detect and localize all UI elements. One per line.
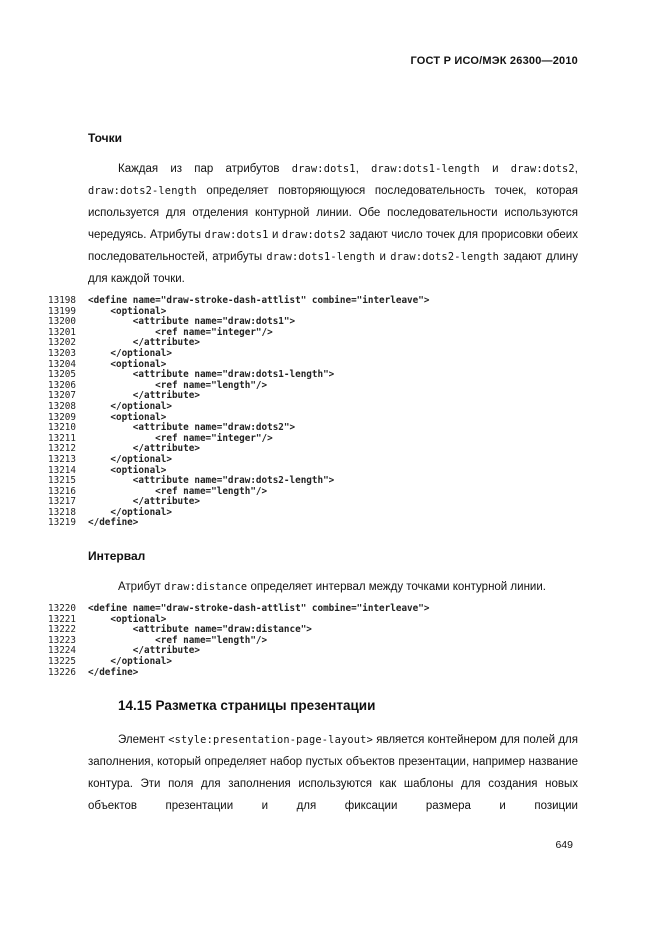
code-line-text: </attribute> <box>88 337 200 349</box>
inline-text: определяет повторяющуюся последовательность точек, которая используется для отделения контурной линии. Обе последовательности используются чередуясь. Атрибуты <box>88 185 578 241</box>
paragraph-dots <box>88 158 578 290</box>
code-line-number: 13221 <box>48 613 76 625</box>
code-line-text: </attribute> <box>88 496 200 508</box>
inline-text: и <box>479 163 511 175</box>
inline-text: Каждая из пар атрибутов <box>118 163 292 175</box>
code-line-text: <ref name="integer"/> <box>88 326 273 338</box>
code-line-number: 13209 <box>48 411 76 423</box>
code-line <box>44 455 578 466</box>
code-line-text: <ref name="length"/> <box>88 379 268 391</box>
inline-code: draw:distance <box>164 581 248 594</box>
code-line-text: </attribute> <box>88 390 200 402</box>
code-listing-interval <box>44 604 578 678</box>
inline-code: draw:dots1-length <box>266 251 376 263</box>
code-line-text: <ref name="length"/> <box>88 634 268 646</box>
code-line-number: 13201 <box>48 326 76 338</box>
code-line-number: 13198 <box>48 295 76 306</box>
code-line-text: </attribute> <box>88 645 200 657</box>
inline-text: , <box>574 163 578 175</box>
paragraph-interval <box>88 576 578 598</box>
inline-text: задают число точек для прорисовки обеих последовательностей, атрибуты <box>88 229 578 263</box>
code-line-text: <attribute name="draw:dots2-length"> <box>88 475 335 487</box>
code-line-number: 13215 <box>48 475 76 487</box>
code-line-number: 13224 <box>48 645 76 657</box>
code-line-text: <optional> <box>88 358 167 370</box>
code-line-number: 13222 <box>48 624 76 636</box>
code-line-text: <optional> <box>88 464 167 476</box>
inline-text: Атрибут <box>118 581 165 594</box>
code-line-text: <attribute name="draw:dots1-length"> <box>88 369 335 381</box>
code-line-number: 13208 <box>48 400 76 412</box>
code-line-number: 13200 <box>48 316 76 328</box>
inline-code: draw:dots2 <box>510 163 575 175</box>
code-line-number: 13205 <box>48 369 76 381</box>
code-line <box>44 402 578 413</box>
code-line <box>44 668 578 679</box>
code-line-number: 13211 <box>48 432 76 444</box>
inline-text: и <box>375 251 391 263</box>
page-number: 649 <box>555 839 573 851</box>
paragraph-presentation <box>88 729 578 817</box>
code-line-text: <define name="draw-stroke-dash-attlist" combine="interleave"> <box>88 603 430 615</box>
code-line-text: </optional> <box>88 347 172 359</box>
code-line-number: 13218 <box>48 506 76 518</box>
code-line-text: <attribute name="draw:distance"> <box>88 624 312 636</box>
section-heading-dots: Точки <box>88 131 122 145</box>
inline-text: Элемент <box>118 734 169 747</box>
inline-text: и <box>268 229 282 241</box>
inline-text: задают длину для каждой точки. <box>88 251 578 285</box>
code-line-text: <attribute name="draw:dots1"> <box>88 316 296 328</box>
inline-code: draw:dots1-length <box>371 163 480 175</box>
inline-code: <style:presentation-page-layout> <box>168 734 373 747</box>
inline-code: draw:dots2-length <box>88 185 197 197</box>
code-line-number: 13212 <box>48 443 76 455</box>
code-line <box>44 296 578 307</box>
code-line-number: 13226 <box>48 666 76 678</box>
code-line-text: </optional> <box>88 453 172 465</box>
code-line-text: </define> <box>88 517 139 529</box>
code-line-number: 13225 <box>48 656 76 668</box>
inline-text: является контейнером для полей для заполнения, который определяет набор пустых объектов презентации, например название контура. Эти поля для заполнения используются как шаблоны для создания новых объектов презентации и для фиксации размера и позиции <box>88 734 578 813</box>
code-line-text: <optional> <box>88 613 167 625</box>
code-line-text: <optional> <box>88 411 167 423</box>
code-line-text: <optional> <box>88 305 167 317</box>
inline-code: draw:dots2 <box>281 229 346 241</box>
inline-code: draw:dots1 <box>291 163 356 175</box>
code-line-number: 13204 <box>48 358 76 370</box>
code-line-text: </define> <box>88 666 139 678</box>
code-listing-dots <box>44 296 578 529</box>
code-line <box>44 518 578 529</box>
code-line-text: </optional> <box>88 656 172 668</box>
inline-text: определяет интервал между точками контурной линии. <box>247 581 546 594</box>
code-line-text: </optional> <box>88 400 172 412</box>
code-line-text: <attribute name="draw:dots2"> <box>88 422 296 434</box>
inline-code: draw:dots1 <box>204 229 269 241</box>
code-line-text: </attribute> <box>88 443 200 455</box>
code-line-number: 13206 <box>48 379 76 391</box>
code-line-number: 13207 <box>48 390 76 402</box>
page-content <box>48 131 578 817</box>
code-line-number: 13216 <box>48 485 76 497</box>
code-line-number: 13210 <box>48 422 76 434</box>
code-line-number: 13199 <box>48 305 76 317</box>
inline-code: draw:dots2-length <box>390 251 500 263</box>
code-line-text: <ref name="integer"/> <box>88 432 273 444</box>
code-line-text: </optional> <box>88 506 172 518</box>
code-line-text: <ref name="length"/> <box>88 485 268 497</box>
code-line-text: <define name="draw-stroke-dash-attlist" combine="interleave"> <box>88 295 430 306</box>
code-line-number: 13213 <box>48 453 76 465</box>
code-line-number: 13219 <box>48 517 76 529</box>
code-line-number: 13203 <box>48 347 76 359</box>
inline-text: , <box>355 163 372 175</box>
code-line-number: 13220 <box>48 603 76 615</box>
section-heading-14-15: 14.15 Разметка страницы презентации <box>118 698 376 714</box>
code-line-number: 13223 <box>48 634 76 646</box>
document-standard-title: ГОСТ Р ИСО/МЭК 26300—2010 <box>410 55 578 67</box>
code-line <box>44 349 578 360</box>
code-line-number: 13214 <box>48 464 76 476</box>
code-line-number: 13217 <box>48 496 76 508</box>
code-line-number: 13202 <box>48 337 76 349</box>
section-heading-interval: Интервал <box>88 549 146 564</box>
